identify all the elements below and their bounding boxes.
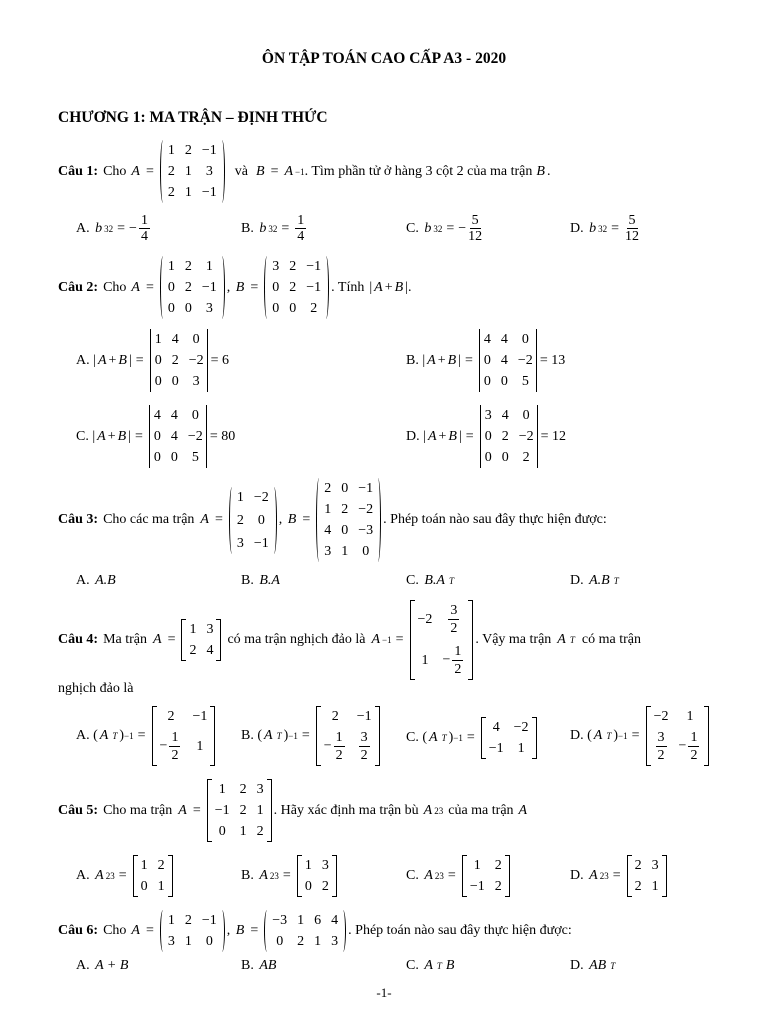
- matrix-b: 3 2 −1 0 2 −1 0 0 2: [264, 256, 329, 319]
- question-label: Câu 6:: [58, 923, 99, 938]
- q3-option-a[interactable]: A. A.B: [76, 573, 116, 588]
- text: và: [234, 163, 248, 179]
- question-5: Câu 5: Cho ma trận A = 1 2 3 −1 2 1 0 1 2 . Hãy xác định ma trận bù A 23 của ma trận A: [58, 779, 529, 842]
- question-label: Câu 4:: [58, 632, 99, 647]
- q6-option-a[interactable]: A. A + B: [76, 958, 129, 973]
- q4-option-d[interactable]: D. ( A T ) −1 = −2 1 $\frac{3}{2}$ − $\frac{1}{2}$: [570, 706, 711, 766]
- question-3: Câu 3: Cho các ma trận A = 1 −2 2 0 3 −1 , B = 2 0 −1 1 2 −2 4 0 −3 3 1 0 . Phép toán nào sau đây thực hiện được:: [58, 478, 607, 562]
- text: Ma trận: [103, 632, 147, 647]
- text: . Tìm phần tử ở hàng 3 cột 2 của ma trận: [304, 163, 533, 179]
- question-1: Câu 1: Cho A = 1 2 −1 2 1 3 2 1 −1 và B = A −1 . Tìm phần tử ở hàng 3 cột 2 của ma trận B .: [58, 140, 550, 203]
- matrix-a-inverse: −2 $\frac{3}{2}$ 1 − $\frac{1}{2}$: [410, 600, 474, 680]
- q5-option-d[interactable]: D. A 23 = 2 3 2 1: [570, 855, 669, 897]
- q1-option-a[interactable]: A. b 32 = − $\frac{1}{4}$: [76, 213, 148, 244]
- text: Cho ma trận: [103, 802, 173, 818]
- q3-option-d[interactable]: D. A.B T: [570, 573, 619, 588]
- text: . Vậy ma trận: [475, 632, 552, 647]
- question-label: Câu 3:: [58, 512, 99, 527]
- q6-option-d[interactable]: D. AB T: [570, 958, 616, 973]
- text: Cho: [103, 923, 127, 938]
- chapter-heading: CHƯƠNG 1: MA TRẬN – ĐỊNH THỨC: [58, 109, 328, 126]
- matrix-b: −3 1 6 4 0 2 1 3: [264, 910, 346, 952]
- text: Cho: [103, 163, 127, 179]
- text: . Phép toán nào sau đây thực hiện được:: [383, 512, 607, 527]
- q2-option-a[interactable]: A. | A + B | = 1 4 0 0 2 −2 0 0 3 = 6: [76, 329, 229, 392]
- text: Cho các ma trận: [103, 512, 195, 527]
- q4-option-b[interactable]: B. ( A T ) −1 = 2 −1 − $\frac{1}{2}$ $\frac{3}{2}$: [241, 706, 382, 766]
- question-label: Câu 5:: [58, 802, 99, 818]
- question-2: Câu 2: Cho A = 1 2 1 0 2 −1 0 0 3 , B = 3 2 −1 0 2 −1 0 0 2 . Tính | A + B |.: [58, 256, 412, 319]
- q2-option-b[interactable]: B. | A + B | = 4 4 0 0 4 −2 0 0 5 = 13: [406, 329, 565, 392]
- q5-option-a[interactable]: A. A 23 = 1 2 0 1: [76, 855, 175, 897]
- q3-option-c[interactable]: C. B.A T: [406, 573, 454, 588]
- q2-option-d[interactable]: D. | A + B | = 3 4 0 0 2 −2 0 0 2 = 12: [406, 405, 566, 468]
- text: . Hãy xác định ma trận bù: [273, 802, 419, 818]
- q1-option-d[interactable]: D. b 32 = $\frac{5}{12}$: [570, 213, 640, 244]
- matrix-a: 1 2 3 −1 2 1 0 1 2: [207, 779, 272, 842]
- question-6: Câu 6: Cho A = 1 2 −1 3 1 0 , B = −3 1 6 4 0 2 1 3 . Phép toán nào sau đây thực hiện được:: [58, 910, 572, 952]
- matrix-a: 1 3 2 4: [181, 619, 221, 661]
- text: nghịch đảo là: [58, 681, 134, 696]
- matrix-a: 1 2 −1 3 1 0: [160, 910, 225, 952]
- q5-option-b[interactable]: B. A 23 = 1 3 0 2: [241, 855, 339, 897]
- q5-option-c[interactable]: C. A 23 = 1 2 −1 2: [406, 855, 512, 897]
- text: . Tính: [331, 279, 365, 295]
- question-label: Câu 2:: [58, 279, 99, 295]
- text: Cho: [103, 279, 127, 295]
- matrix-a: 1 2 1 0 2 −1 0 0 3: [160, 256, 225, 319]
- q6-option-b[interactable]: B. AB: [241, 958, 277, 973]
- text: có ma trận nghịch đảo là: [227, 632, 366, 647]
- matrix-a: 1 −2 2 0 3 −1: [229, 487, 277, 554]
- q4-option-a[interactable]: A. ( A T ) −1 = 2 −1 − $\frac{1}{2}$ 1: [76, 706, 217, 766]
- q4-option-c[interactable]: C. ( A T ) −1 = 4 −2 −1 1: [406, 717, 539, 759]
- text: . Phép toán nào sau đây thực hiện được:: [348, 923, 572, 938]
- page-number: -1-: [376, 985, 392, 1000]
- question-label: Câu 1:: [58, 163, 99, 179]
- q3-option-b[interactable]: B. B.A: [241, 573, 280, 588]
- matrix-b: 2 0 −1 1 2 −2 4 0 −3 3 1 0: [316, 478, 381, 562]
- matrix-a: 1 2 −1 2 1 3 2 1 −1: [160, 140, 225, 203]
- text: có ma trận: [581, 632, 641, 647]
- text: của ma trận: [448, 802, 514, 818]
- q1-option-c[interactable]: C. b 32 = − $\frac{5}{12}$: [406, 213, 483, 244]
- question-4: Câu 4: Ma trận A = 1 3 2 4 có ma trận nghịch đảo là A −1 = −2 $\frac{3}{2}$ 1 − $\frac{1}{2}$ . Vậy ma trận A T có ma trận: [58, 600, 641, 680]
- q1-option-b[interactable]: B. b 32 = $\frac{1}{4}$: [241, 213, 305, 244]
- q2-option-c[interactable]: C. | A + B | = 4 4 0 0 4 −2 0 0 5 = 80: [76, 405, 235, 468]
- q6-option-c[interactable]: C. A T B: [406, 958, 455, 973]
- page-title: ÔN TẬP TOÁN CAO CẤP A3 - 2020: [261, 50, 507, 67]
